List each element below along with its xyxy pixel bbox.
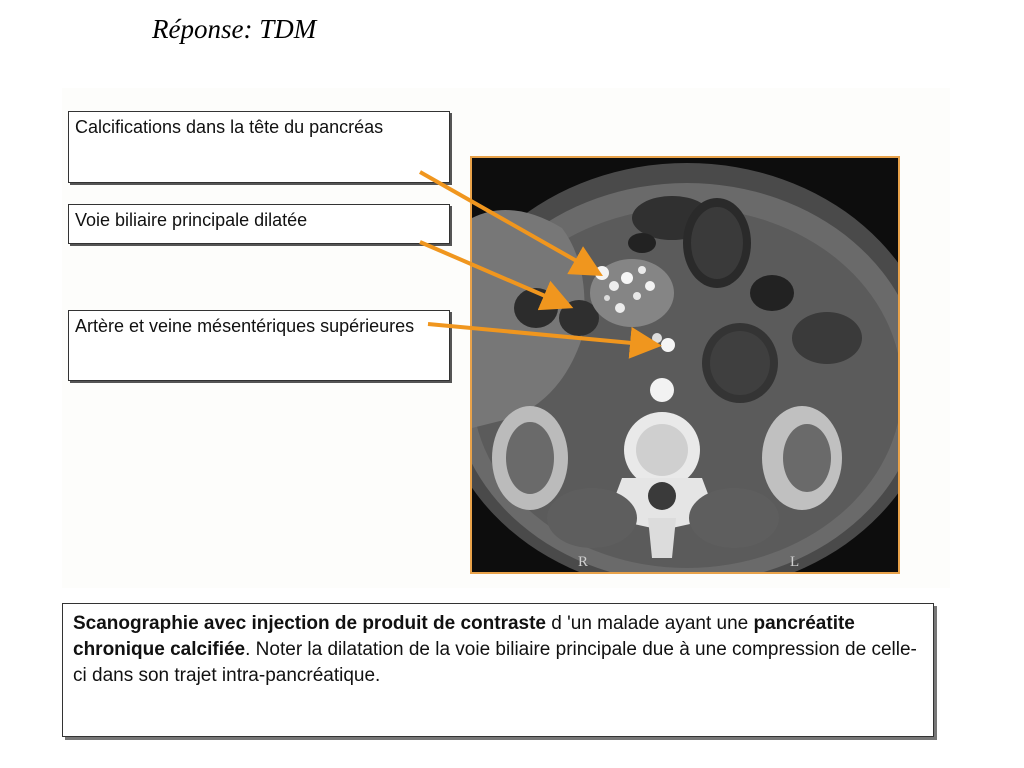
ct-scan-image: [470, 156, 900, 574]
answer-heading: Réponse: TDM: [152, 14, 317, 44]
scan-side-left: L: [790, 554, 800, 570]
label-calcifications: Calcifications dans la tête du pancréas: [68, 111, 450, 183]
caption-bold-1: Scanographie avec injection de produit de contraste: [73, 613, 546, 634]
label-mesenteric-vessels: Artère et veine mésentériques supérieures: [68, 310, 450, 381]
caption-text-1: d 'un malade ayant une: [546, 613, 754, 634]
label-bile-duct: Voie biliaire principale dilatée: [68, 204, 450, 244]
caption-bold-2: pancréatite chronique calcifiée: [73, 613, 855, 660]
figure-caption: [62, 603, 934, 737]
caption-text-2: . Noter la dilatation de la voie biliaire principale due à une compression de celle-ci dans son trajet intra-pancréatique.: [73, 639, 917, 686]
scan-side-right: R: [578, 554, 589, 570]
